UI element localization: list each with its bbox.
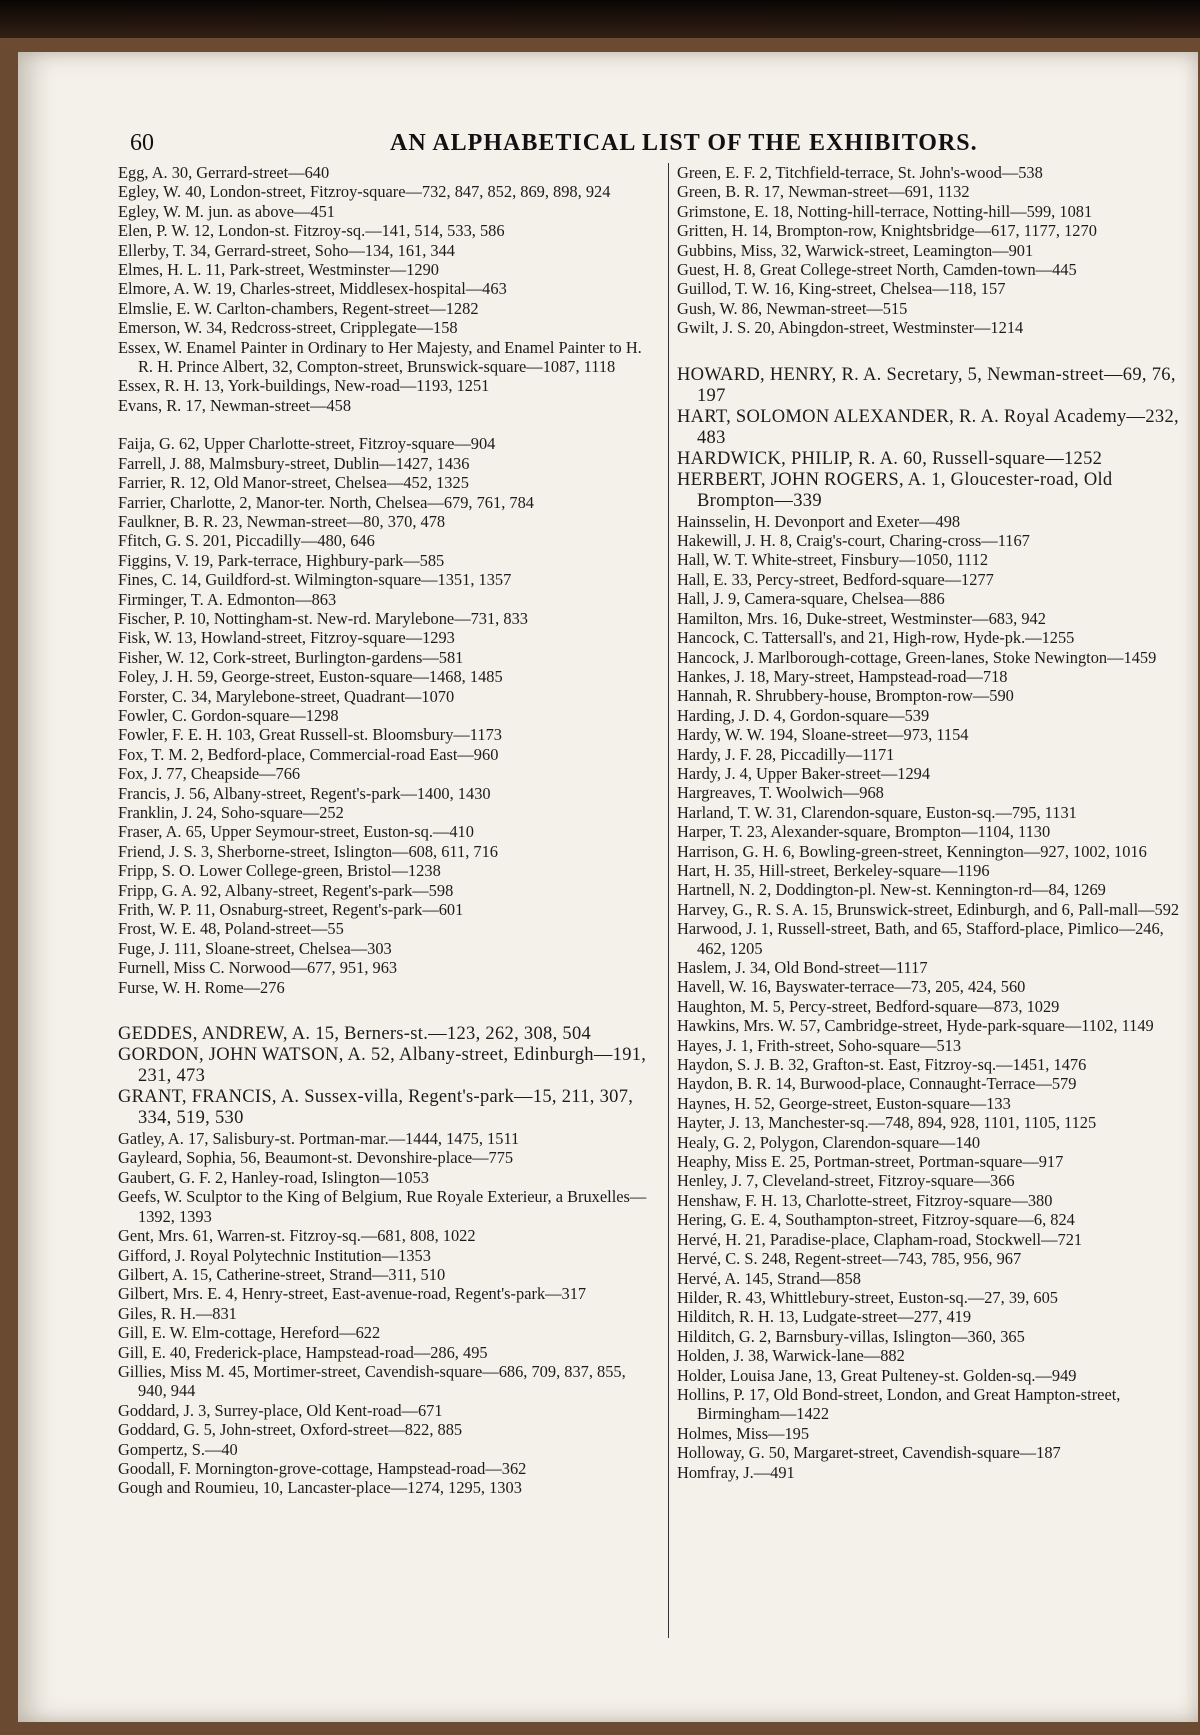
- exhibitor-entry: Harper, T. 23, Alexander-square, Brompton—1104, 1130: [677, 822, 1051, 842]
- exhibitor-entry: Hilditch, G. 2, Barnsbury-villas, Islington—360, 365: [677, 1326, 1025, 1346]
- section-gap: [677, 338, 1192, 365]
- exhibitor-entry: Green, B. R. 17, Newman-street—691, 1132: [677, 182, 970, 202]
- exhibitor-entry: Fraser, A. 65, Upper Seymour-street, Euston-sq.—410: [118, 822, 474, 842]
- exhibitor-entry: Harwood, J. 1, Russell-street, Bath, and 65, Stafford-place, Pimlico—246, 462, 1205: [677, 919, 1164, 958]
- exhibitor-entry: Healy, G. 2, Polygon, Clarendon-square—140: [677, 1132, 981, 1152]
- exhibitor-entry: Egley, W. M. jun. as above—451: [118, 201, 335, 221]
- exhibitor-entry: Hervé, A. 145, Strand—858: [677, 1268, 861, 1288]
- exhibitor-entry: Goddard, J. 3, Surrey-place, Old Kent-road—671: [118, 1400, 443, 1420]
- exhibitor-entry: Fisher, W. 12, Cork-street, Burlington-gardens—581: [118, 647, 464, 667]
- exhibitor-entry: Gillies, Miss M. 45, Mortimer-street, Cavendish-square—686, 709, 837, 855, 940, 944: [118, 1361, 626, 1401]
- exhibitor-entry: Elmes, H. L. 11, Park-street, Westminster—1290: [118, 260, 439, 280]
- page-number: 60: [130, 130, 154, 156]
- exhibitor-entry: Hardy, W. W. 194, Sloane-street—973, 1154: [677, 725, 969, 745]
- exhibitor-entry: Franklin, J. 24, Soho-square—252: [118, 803, 344, 822]
- exhibitor-entry: Hakewill, J. H. 8, Craig's-court, Charing-cross—1167: [677, 531, 1030, 551]
- exhibitor-entry: Forster, C. 34, Marylebone-street, Quadrant—1070: [118, 686, 455, 706]
- exhibitor-entry: Foley, J. H. 59, George-street, Euston-square—1468, 1485: [118, 667, 503, 687]
- column-divider: [668, 163, 669, 1638]
- exhibitor-entry: Elmore, A. W. 19, Charles-street, Middlesex-hospital—463: [118, 279, 507, 299]
- right-column: [677, 163, 1192, 1482]
- exhibitor-entry: Farrell, J. 88, Malmsbury-street, Dublin—1427, 1436: [118, 453, 470, 473]
- section-gap: [118, 415, 658, 434]
- exhibitor-entry: Elmslie, E. W. Carlton-chambers, Regent-street—1282: [118, 298, 479, 318]
- exhibitor-entry: Francis, J. 56, Albany-street, Regent's-park—1400, 1430: [118, 783, 491, 803]
- exhibitor-entry: Fowler, F. E. H. 103, Great Russell-st. Bloomsbury—1173: [118, 725, 502, 745]
- exhibitor-entry: Furse, W. H. Rome—276: [118, 977, 285, 997]
- exhibitor-entry: Ellerby, T. 34, Gerrard-street, Soho—134, 161, 344: [118, 240, 455, 260]
- exhibitor-entry: Hankes, J. 18, Mary-street, Hampstead-road—718: [677, 666, 1008, 686]
- exhibitor-entry: Hilditch, R. H. 13, Ludgate-street—277, 419: [677, 1307, 972, 1327]
- exhibitor-entry: Hardy, J. F. 28, Piccadilly—1171: [677, 744, 895, 764]
- exhibitor-entry: Egg, A. 30, Gerrard-street—640: [118, 163, 330, 182]
- exhibitor-entry: Guest, H. 8, Great College-street North, Camden-town—445: [677, 260, 1077, 280]
- exhibitor-entry: Firminger, T. A. Edmonton—863: [118, 589, 337, 609]
- exhibitor-entry: Haynes, H. 52, George-street, Euston-square—133: [677, 1093, 1011, 1113]
- exhibitor-entry: GORDON, JOHN WATSON, A. 52, Albany-street, Edinburgh—191, 231, 473: [118, 1045, 647, 1087]
- exhibitor-entry: Haydon, B. R. 14, Burwood-place, Connaught-Terrace—579: [677, 1074, 1077, 1094]
- exhibitor-entry: Hardy, J. 4, Upper Baker-street—1294: [677, 763, 931, 783]
- exhibitor-entry: GEDDES, ANDREW, A. 15, Berners-st.—123, 262, 308, 504: [118, 1024, 592, 1045]
- exhibitor-entry: Henley, J. 7, Cleveland-street, Fitzroy-square—366: [677, 1171, 1015, 1191]
- exhibitor-entry: Henshaw, F. H. 13, Charlotte-street, Fitzroy-square—380: [677, 1190, 1053, 1210]
- exhibitor-entry: Fischer, P. 10, Nottingham-st. New-rd. Marylebone—731, 833: [118, 608, 528, 628]
- exhibitor-entry: Gilbert, Mrs. E. 4, Henry-street, East-avenue-road, Regent's-park—317: [118, 1284, 587, 1304]
- exhibitor-entry: Fox, T. M. 2, Bedford-place, Commercial-road East—960: [118, 744, 499, 764]
- exhibitor-entry: Goddard, G. 5, John-street, Oxford-street—822, 885: [118, 1420, 463, 1440]
- exhibitor-entry: Homfray, J.—491: [677, 1462, 795, 1482]
- exhibitor-entry: Holder, Louisa Jane, 13, Great Pulteney-st. Golden-sq.—949: [677, 1365, 1077, 1385]
- exhibitor-entry: Fripp, S. O. Lower College-green, Bristol—1238: [118, 861, 441, 881]
- exhibitor-entry: Guillod, T. W. 16, King-street, Chelsea—118, 157: [677, 279, 1006, 299]
- exhibitor-entry: Hayes, J. 1, Frith-street, Soho-square—513: [677, 1035, 962, 1055]
- exhibitor-entry: Hawkins, Mrs. W. 57, Cambridge-street, Hyde-park-square—1102, 1149: [677, 1016, 1154, 1036]
- exhibitor-entry: Green, E. F. 2, Titchfield-terrace, St. John's-wood—538: [677, 163, 1043, 182]
- exhibitor-entry: Haydon, S. J. B. 32, Grafton-st. East, Fitzroy-sq.—1451, 1476: [677, 1055, 1087, 1075]
- exhibitor-entry: Fowler, C. Gordon-square—1298: [118, 705, 339, 725]
- exhibitor-entry: Harrison, G. H. 6, Bowling-green-street, Kennington—927, 1002, 1016: [677, 841, 1147, 861]
- exhibitor-entry: Grimstone, E. 18, Notting-hill-terrace, Notting-hill—599, 1081: [677, 201, 1093, 221]
- exhibitor-entry: Essex, R. H. 13, York-buildings, New-road—1193, 1251: [118, 376, 490, 396]
- running-title: AN ALPHABETICAL LIST OF THE EXHIBITORS.: [390, 130, 978, 156]
- exhibitor-entry: Gaubert, G. F. 2, Hanley-road, Islington—1053: [118, 1167, 429, 1187]
- exhibitor-entry: Hering, G. E. 4, Southampton-street, Fitzroy-square—6, 824: [677, 1210, 1075, 1230]
- exhibitor-entry: Friend, J. S. 3, Sherborne-street, Islington—608, 611, 716: [118, 841, 498, 861]
- exhibitor-entry: Emerson, W. 34, Redcross-street, Cripplegate—158: [118, 318, 458, 338]
- exhibitor-entry: Holmes, Miss—195: [677, 1423, 810, 1443]
- exhibitor-entry: Heaphy, Miss E. 25, Portman-street, Portman-square—917: [677, 1152, 1064, 1172]
- exhibitor-entry: Gent, Mrs. 61, Warren-st. Fitzroy-sq.—681, 808, 1022: [118, 1226, 476, 1246]
- exhibitor-entry: Hayter, J. 13, Manchester-sq.—748, 894, 928, 1101, 1105, 1125: [677, 1113, 1097, 1133]
- exhibitor-entry: Harvey, G., R. S. A. 15, Brunswick-street, Edinburgh, and 6, Pall-mall—592: [677, 899, 1180, 919]
- exhibitor-entry: Gough and Roumieu, 10, Lancaster-place—1274, 1295, 1303: [118, 1478, 522, 1498]
- exhibitor-entry: Holden, J. 38, Warwick-lane—882: [677, 1346, 905, 1366]
- exhibitor-entry: Elen, P. W. 12, London-st. Fitzroy-sq.—141, 514, 533, 586: [118, 221, 505, 241]
- exhibitor-entry: Hart, H. 35, Hill-street, Berkeley-square—1196: [677, 860, 990, 880]
- exhibitor-entry: Egley, W. 40, London-street, Fitzroy-square—732, 847, 852, 869, 898, 924: [118, 182, 611, 202]
- exhibitor-entry: Figgins, V. 19, Park-terrace, Highbury-park—585: [118, 550, 445, 570]
- exhibitor-entry: Hamilton, Mrs. 16, Duke-street, Westminster—683, 942: [677, 608, 1046, 628]
- exhibitor-entry: Frost, W. E. 48, Poland-street—55: [118, 919, 344, 939]
- exhibitor-entry: Gubbins, Miss, 32, Warwick-street, Leamington—901: [677, 240, 1034, 260]
- exhibitor-entry: GRANT, FRANCIS, A. Sussex-villa, Regent's-park—15, 211, 307, 334, 519, 530: [118, 1087, 634, 1129]
- exhibitor-entry: Ffitch, G. S. 201, Piccadilly—480, 646: [118, 531, 375, 551]
- exhibitor-entry: Hannah, R. Shrubbery-house, Brompton-row—590: [677, 686, 1014, 706]
- exhibitor-entry: Fisk, W. 13, Howland-street, Fitzroy-square—1293: [118, 628, 455, 648]
- exhibitor-entry: Hainsselin, H. Devonport and Exeter—498: [677, 511, 961, 531]
- exhibitor-entry: Fines, C. 14, Guildford-st. Wilmington-square—1351, 1357: [118, 570, 512, 590]
- exhibitor-entry: HART, SOLOMON ALEXANDER, R. A. Royal Academy—232, 483: [677, 406, 1179, 448]
- exhibitor-entry: HERBERT, JOHN ROGERS, A. 1, Gloucester-road, Old Brompton—339: [677, 469, 1113, 511]
- exhibitor-entry: Goodall, F. Mornington-grove-cottage, Hampstead-road—362: [118, 1458, 527, 1478]
- exhibitor-entry: Evans, R. 17, Newman-street—458: [118, 395, 352, 415]
- exhibitor-entry: Gayleard, Sophia, 56, Beaumont-st. Devonshire-place—775: [118, 1148, 514, 1168]
- exhibitor-entry: Gompertz, S.—40: [118, 1439, 238, 1459]
- section-gap: [118, 997, 658, 1024]
- exhibitor-entry: Farrier, Charlotte, 2, Manor-ter. North, Chelsea—679, 761, 784: [118, 492, 534, 512]
- exhibitor-entry: Gill, E. 40, Frederick-place, Hampstead-road—286, 495: [118, 1342, 488, 1362]
- exhibitor-entry: Furnell, Miss C. Norwood—677, 951, 963: [118, 958, 398, 978]
- exhibitor-entry: Fuge, J. 111, Sloane-street, Chelsea—303: [118, 938, 392, 958]
- exhibitor-entry: Faija, G. 62, Upper Charlotte-street, Fitzroy-square—904: [118, 434, 496, 454]
- exhibitor-entry: Hartnell, N. 2, Doddington-pl. New-st. Kennington-rd—84, 1269: [677, 880, 1106, 900]
- exhibitor-entry: Hargreaves, T. Woolwich—968: [677, 783, 884, 803]
- exhibitor-entry: Hervé, H. 21, Paradise-place, Clapham-road, Stockwell—721: [677, 1229, 1083, 1249]
- exhibitor-entry: Hilder, R. 43, Whittlebury-street, Euston-sq.—27, 39, 605: [677, 1287, 1058, 1307]
- exhibitor-entry: Holloway, G. 50, Margaret-street, Cavendish-square—187: [677, 1443, 1061, 1463]
- exhibitor-entry: Gwilt, J. S. 20, Abingdon-street, Westminster—1214: [677, 318, 1024, 338]
- exhibitor-entry: Harding, J. D. 4, Gordon-square—539: [677, 705, 930, 725]
- page-header: [130, 130, 1180, 160]
- exhibitor-entry: Haslem, J. 34, Old Bond-street—1117: [677, 958, 928, 977]
- exhibitor-entry: Harland, T. W. 31, Clarendon-square, Euston-sq.—795, 1131: [677, 802, 1077, 822]
- exhibitor-entry: Gush, W. 86, Newman-street—515: [677, 298, 908, 318]
- exhibitor-entry: Hancock, J. Marlborough-cottage, Green-lanes, Stoke Newington—1459: [677, 647, 1157, 667]
- exhibitor-entry: HARDWICK, PHILIP, R. A. 60, Russell-square—1252: [677, 448, 1103, 469]
- exhibitor-entry: HOWARD, HENRY, R. A. Secretary, 5, Newman-street—69, 76, 197: [677, 364, 1176, 406]
- exhibitor-entry: Fripp, G. A. 92, Albany-street, Regent's-park—598: [118, 880, 454, 900]
- exhibitor-entry: Essex, W. Enamel Painter in Ordinary to Her Majesty, and Enamel Painter to H. R. H. Prince Albert, 32, Compton-street, Brunswick-square—1087, 1118: [118, 337, 642, 377]
- exhibitor-entry: Giles, R. H.—831: [118, 1303, 237, 1323]
- exhibitor-entry: Gifford, J. Royal Polytechnic Institution—1353: [118, 1245, 431, 1265]
- exhibitor-entry: Hall, J. 9, Camera-square, Chelsea—886: [677, 589, 945, 609]
- exhibitor-entry: Hollins, P. 17, Old Bond-street, London, and Great Hampton-street, Birmingham—1422: [677, 1384, 1121, 1424]
- exhibitor-entry: Gill, E. W. Elm-cottage, Hereford—622: [118, 1323, 381, 1343]
- exhibitor-entry: Faulkner, B. R. 23, Newman-street—80, 370, 478: [118, 511, 446, 531]
- exhibitor-entry: Hancock, C. Tattersall's, and 21, High-row, Hyde-pk.—1255: [677, 628, 1075, 648]
- exhibitor-entry: Gatley, A. 17, Salisbury-st. Portman-mar.—1444, 1475, 1511: [118, 1129, 520, 1149]
- exhibitor-entry: Gritten, H. 14, Brompton-row, Knightsbridge—617, 1177, 1270: [677, 221, 1097, 241]
- exhibitor-entry: Farrier, R. 12, Old Manor-street, Chelsea—452, 1325: [118, 473, 469, 493]
- exhibitor-entry: Frith, W. P. 11, Osnaburg-street, Regent's-park—601: [118, 900, 464, 920]
- left-column: [118, 163, 658, 1498]
- exhibitor-entry: Geefs, W. Sculptor to the King of Belgium, Rue Royale Exterieur, a Bruxelles—1392, 1393: [118, 1187, 647, 1226]
- exhibitor-entry: Havell, W. 16, Bayswater-terrace—73, 205, 424, 560: [677, 977, 1026, 997]
- exhibitor-entry: Hall, W. T. White-street, Finsbury—1050, 1112: [677, 550, 989, 570]
- exhibitor-entry: Fox, J. 77, Cheapside—766: [118, 764, 301, 784]
- exhibitor-entry: Hervé, C. S. 248, Regent-street—743, 785, 956, 967: [677, 1249, 1022, 1269]
- exhibitor-entry: Hall, E. 33, Percy-street, Bedford-square—1277: [677, 569, 994, 589]
- exhibitor-entry: Haughton, M. 5, Percy-street, Bedford-square—873, 1029: [677, 996, 1060, 1016]
- exhibitor-entry: Gilbert, A. 15, Catherine-street, Strand—311, 510: [118, 1264, 446, 1284]
